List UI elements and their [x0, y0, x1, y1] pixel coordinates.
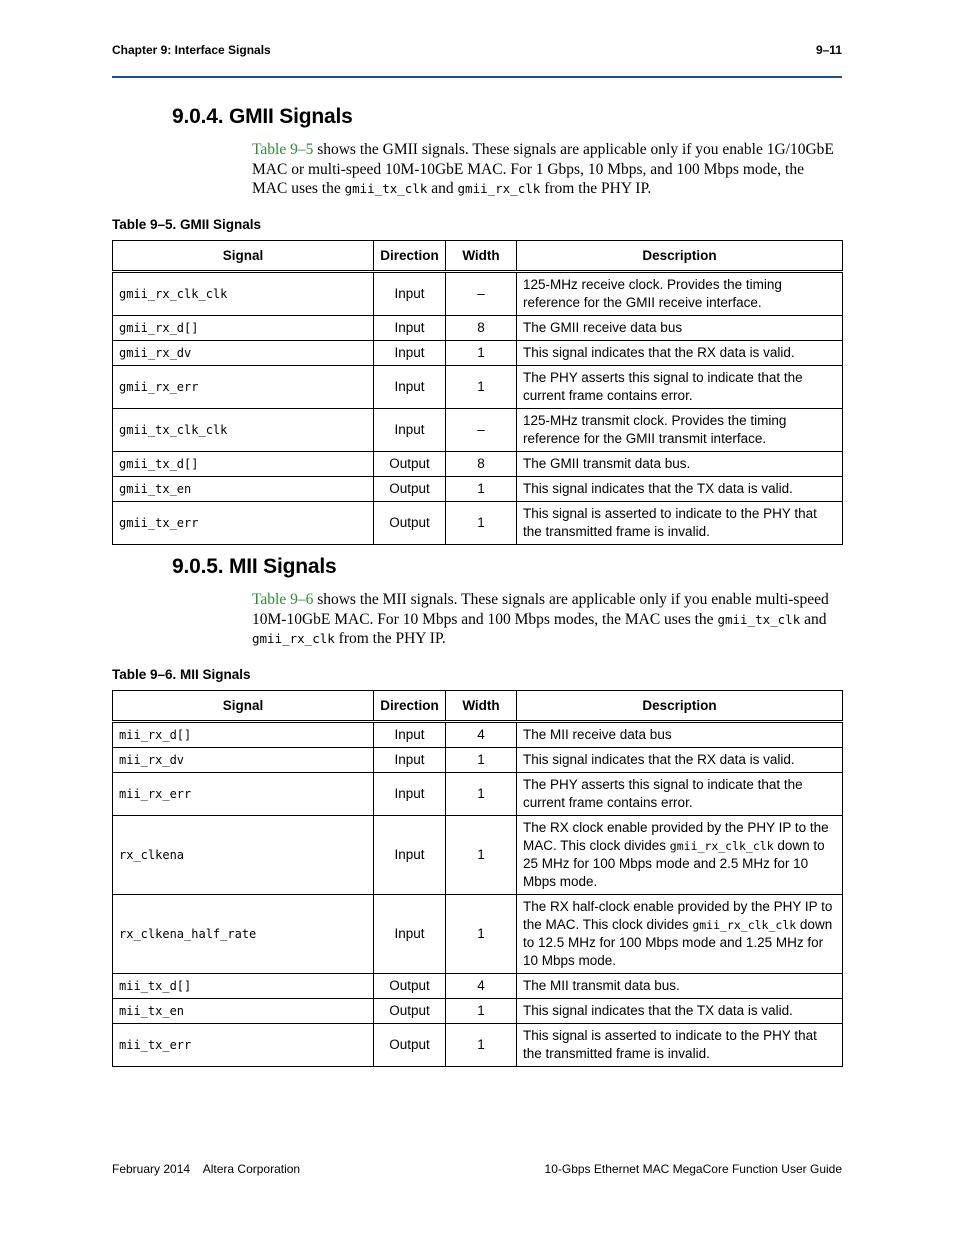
signal-name: mii_rx_dv	[113, 748, 374, 773]
table-header-row	[113, 241, 843, 272]
signal-description: The GMII transmit data bus.	[517, 452, 843, 477]
signal-description: This signal is asserted to indicate to the PHY that the transmitted frame is invalid.	[517, 502, 843, 545]
signal-description: This signal indicates that the TX data is valid.	[517, 999, 843, 1024]
table-9-6-link[interactable]: Table 9–6	[252, 591, 314, 608]
footer-guide-title: 10-Gbps Ethernet MAC MegaCore Function User Guide	[544, 1162, 842, 1176]
signal-description: The PHY asserts this signal to indicate that the current frame contains error.	[517, 773, 843, 816]
description-text: The RX half-clock enable provided by the PHY IP to the MAC. This clock divides	[523, 899, 833, 932]
description-text: down to 25 MHz for 100 Mbps mode and 2.5 MHz for 10 Mbps mode.	[523, 838, 825, 889]
signal-direction: Input	[374, 773, 446, 816]
mii-intro-text-2: and	[800, 610, 827, 628]
table-row	[113, 722, 843, 748]
column-header-direction: Direction	[374, 691, 446, 722]
signal-name: gmii_rx_d[]	[113, 316, 374, 341]
signal-direction: Input	[374, 341, 446, 366]
table-row	[113, 409, 843, 452]
column-header-direction: Direction	[374, 241, 446, 272]
table-row	[113, 1024, 843, 1067]
signal-description: The GMII receive data bus	[517, 316, 843, 341]
table-row	[113, 999, 843, 1024]
signal-name: mii_tx_en	[113, 999, 374, 1024]
table-row	[113, 341, 843, 366]
signal-name: mii_tx_d[]	[113, 974, 374, 999]
signal-name: mii_rx_err	[113, 773, 374, 816]
signal-direction: Input	[374, 409, 446, 452]
gmii-signals-table	[112, 240, 843, 545]
mii-intro-text-3: from the PHY IP.	[334, 630, 446, 647]
table-row	[113, 452, 843, 477]
signal-width: 1	[446, 773, 517, 816]
signal-name: rx_clkena_half_rate	[113, 895, 374, 974]
signal-direction: Output	[374, 477, 446, 502]
signal-width: 1	[446, 895, 517, 974]
gmii-intro-paragraph	[252, 140, 842, 199]
signal-width: 1	[446, 341, 517, 366]
table-row	[113, 272, 843, 316]
signal-width: 1	[446, 999, 517, 1024]
gmii-tx-clk-code: gmii_tx_clk	[344, 181, 428, 196]
chapter-title: Chapter 9: Interface Signals	[112, 43, 271, 57]
mii-section-heading: 9.0.5. MII Signals	[172, 555, 337, 578]
signal-direction: Output	[374, 974, 446, 999]
signal-description	[517, 816, 843, 895]
table-row	[113, 502, 843, 545]
description-text: The RX clock enable provided by the PHY IP to the MAC. This clock divides	[523, 820, 829, 853]
signal-name: mii_rx_d[]	[113, 722, 374, 748]
gmii-rx-clk-clk-code: gmii_rx_clk_clk	[692, 918, 797, 932]
signal-description: This signal indicates that the RX data is valid.	[517, 748, 843, 773]
signal-width: 1	[446, 816, 517, 895]
signal-direction: Input	[374, 316, 446, 341]
gmii-intro-text-3: from the PHY IP.	[540, 180, 652, 197]
column-header-signal: Signal	[113, 241, 374, 272]
signal-direction: Output	[374, 999, 446, 1024]
signal-name: rx_clkena	[113, 816, 374, 895]
table-row	[113, 748, 843, 773]
signal-width: 1	[446, 748, 517, 773]
signal-name: gmii_tx_clk_clk	[113, 409, 374, 452]
signal-description: This signal indicates that the RX data is valid.	[517, 341, 843, 366]
signal-description: This signal is asserted to indicate to the PHY that the transmitted frame is invalid.	[517, 1024, 843, 1067]
gmii-intro-text-1: shows the GMII signals. These signals are applicable only if you enable 1G/10GbE MAC or multi-speed 10M-10GbE MAC. For 1 Gbps, 10 Mbps, and 100 Mbps mode, the MAC uses the	[252, 141, 834, 197]
gmii-rx-clk-code: gmii_rx_clk	[457, 181, 541, 196]
table-row	[113, 974, 843, 999]
page-number: 9–11	[815, 43, 842, 57]
signal-width: 8	[446, 452, 517, 477]
column-header-signal: Signal	[113, 691, 374, 722]
signal-direction: Output	[374, 502, 446, 545]
signal-direction: Input	[374, 722, 446, 748]
signal-name: mii_tx_err	[113, 1024, 374, 1067]
gmii-rx-clk-code: gmii_rx_clk	[252, 631, 335, 646]
column-header-description: Description	[517, 691, 843, 722]
gmii-intro-text-2: and	[427, 180, 458, 197]
signal-description: The PHY asserts this signal to indicate that the current frame contains error.	[517, 366, 843, 409]
signal-width: 4	[446, 722, 517, 748]
signal-direction: Input	[374, 816, 446, 895]
table-9-5-link[interactable]: Table 9–5	[252, 141, 314, 158]
signal-description: The MII transmit data bus.	[517, 974, 843, 999]
footer-date-company: February 2014 Altera Corporation	[112, 1162, 301, 1176]
signal-direction: Input	[374, 366, 446, 409]
table-row	[113, 316, 843, 341]
signal-direction: Output	[374, 1024, 446, 1067]
signal-name: gmii_tx_en	[113, 477, 374, 502]
signal-description	[517, 895, 843, 974]
signal-width: 1	[446, 1024, 517, 1067]
table-row	[113, 366, 843, 409]
signal-description: The MII receive data bus	[517, 722, 843, 748]
mii-intro-text-1: shows the MII signals. These signals are applicable only if you enable multi-speed 10M-10GbE MAC. For 10 Mbps and 100 Mbps modes, the MAC uses the	[252, 591, 829, 628]
signal-name: gmii_tx_err	[113, 502, 374, 545]
signal-direction: Output	[374, 452, 446, 477]
signal-description: 125-MHz receive clock. Provides the timing reference for the GMII receive interface.	[517, 272, 843, 316]
signal-direction: Input	[374, 895, 446, 974]
signal-description: 125-MHz transmit clock. Provides the timing reference for the GMII transmit interface.	[517, 409, 843, 452]
signal-direction: Input	[374, 272, 446, 316]
gmii-table-caption: Table 9–5. GMII Signals	[112, 217, 262, 232]
signal-name: gmii_rx_err	[113, 366, 374, 409]
gmii-section-heading: 9.0.4. GMII Signals	[172, 105, 353, 128]
table-header-row	[113, 691, 843, 722]
signal-description: This signal indicates that the TX data is valid.	[517, 477, 843, 502]
description-text: down to 12.5 MHz for 100 Mbps mode and 1.25 MHz for 10 Mbps mode.	[523, 917, 833, 968]
table-row	[113, 895, 843, 974]
signal-width: –	[446, 272, 517, 316]
mii-intro-paragraph	[252, 590, 842, 649]
table-row	[113, 477, 843, 502]
signal-name: gmii_tx_d[]	[113, 452, 374, 477]
signal-width: –	[446, 409, 517, 452]
running-header	[112, 43, 842, 59]
column-header-width: Width	[446, 691, 517, 722]
column-header-description: Description	[517, 241, 843, 272]
mii-signals-table	[112, 690, 843, 1067]
signal-direction: Input	[374, 748, 446, 773]
signal-name: gmii_rx_dv	[113, 341, 374, 366]
column-header-width: Width	[446, 241, 517, 272]
signal-name: gmii_rx_clk_clk	[113, 272, 374, 316]
table-row	[113, 816, 843, 895]
signal-width: 1	[446, 477, 517, 502]
signal-width: 4	[446, 974, 517, 999]
table-row	[113, 773, 843, 816]
signal-width: 8	[446, 316, 517, 341]
signal-width: 1	[446, 366, 517, 409]
mii-table-caption: Table 9–6. MII Signals	[112, 667, 251, 682]
gmii-tx-clk-code: gmii_tx_clk	[717, 611, 801, 627]
signal-width: 1	[446, 502, 517, 545]
header-rule	[112, 76, 842, 78]
gmii-rx-clk-clk-code: gmii_rx_clk_clk	[669, 839, 774, 853]
